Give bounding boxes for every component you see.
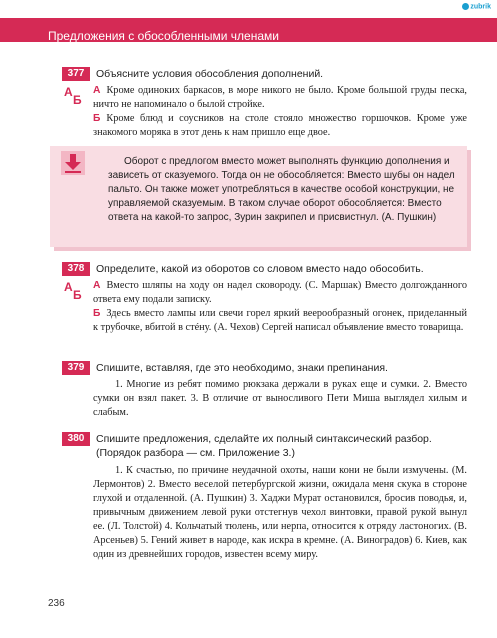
svg-text:Б: Б (73, 288, 82, 301)
exercise-task: Спишите предложения, сделайте их полный синтаксический разбор. (Порядок разбора — см. Приложение 3.) (96, 433, 432, 459)
item-label: А (93, 280, 101, 291)
exercise-number: 377 (62, 67, 90, 81)
exercise-number: 378 (62, 262, 90, 276)
item-text: Кроме одиноких баркасов, в море никого не было. Кроме большой груды песка, ничто не напоминало о былой стройке. (93, 85, 467, 110)
exercise-task: Спишите, вставляя, где это необходимо, знаки препинания. (96, 362, 388, 374)
rule-note-text (108, 155, 462, 225)
svg-text:А: А (64, 85, 73, 99)
item-text: Здесь вместо лампы или свечи горел яркий веерообразный огонек, приделанный к трубочке, вбитой в стéну. (А. Чехов) Сергей написал объявление вместо товарища. (93, 308, 467, 333)
svg-text:Б: Б (73, 93, 82, 106)
item-label: Б (93, 113, 101, 124)
page-title: Предложения с обособленными членами (48, 29, 279, 43)
download-arrow-icon (60, 150, 86, 176)
exercise-body: 1. Многие из ребят помимо рюкзака держали в руках еще и сумки. 2. Вместо сумки он взял пакет. 3. В отличие от выносливого Пети Миша выглядел хилым и слабым. (93, 379, 467, 418)
item-label: А (93, 85, 101, 96)
exercise-task: Объясните условия обособления дополнений. (96, 68, 324, 80)
exercise-number: 380 (62, 432, 90, 446)
exercise-task: Определите, какой из оборотов со словом вместо надо обособить. (96, 263, 424, 275)
publisher-logo: zubrik (462, 3, 491, 10)
exercise-body (93, 279, 467, 335)
ab-icon (63, 279, 85, 301)
exercise-body: 1. К счастью, по причине неудачной охоты, наши кони не были измучены. (М. Лермонтов) 2. Вместо веселой петербургской жизни, ожидала меня скука в стороне глухой и отдаленной. (А. Пушкин) 3. Хаджи Мурат остановился, бросив поводья, и, привычным движением левой руки отстегнув чехол винтовки, правой рукой вынул ее. (Л. Толстой) 4. Кольчатый тюлень, или нерпа, относится к отряду ластоногих. (В. Арсеньев) 5. Гений живет в народе, как искра в кремне. (А. Виноградов) 6. Киев, как один из древнейших городов, известен всему миру. (93, 465, 467, 560)
item-text: Кроме блюд и соусников на столе стояло множество горшочков. Кроме уже знакомого моряка в этот день к нам пришло еще двое. (93, 113, 467, 138)
page-number: 236 (48, 598, 65, 609)
exercise-number: 379 (62, 361, 90, 375)
svg-text:А: А (64, 280, 73, 294)
item-label: Б (93, 308, 101, 319)
exercise-body (93, 84, 467, 140)
item-text: Вместо шляпы на ходу он надел сковороду. (С. Маршак) Вместо долгожданного ответа ему подали записку. (93, 280, 467, 305)
ab-icon (63, 84, 85, 106)
rule-note-paragraph: Оборот с предлогом вместо может выполнять функцию дополнения и зависеть от сказуемого. Тогда он не обособляется: Вместо шубы он надел пальто. Он также может употребляться в качестве особой конструкции, не управляемой сказуемым. В таком случае оборот обособляется: Вместо ответа на какой-то запрос, Зурин закрипел и присвистнул. (А. Пушкин) (108, 156, 455, 223)
